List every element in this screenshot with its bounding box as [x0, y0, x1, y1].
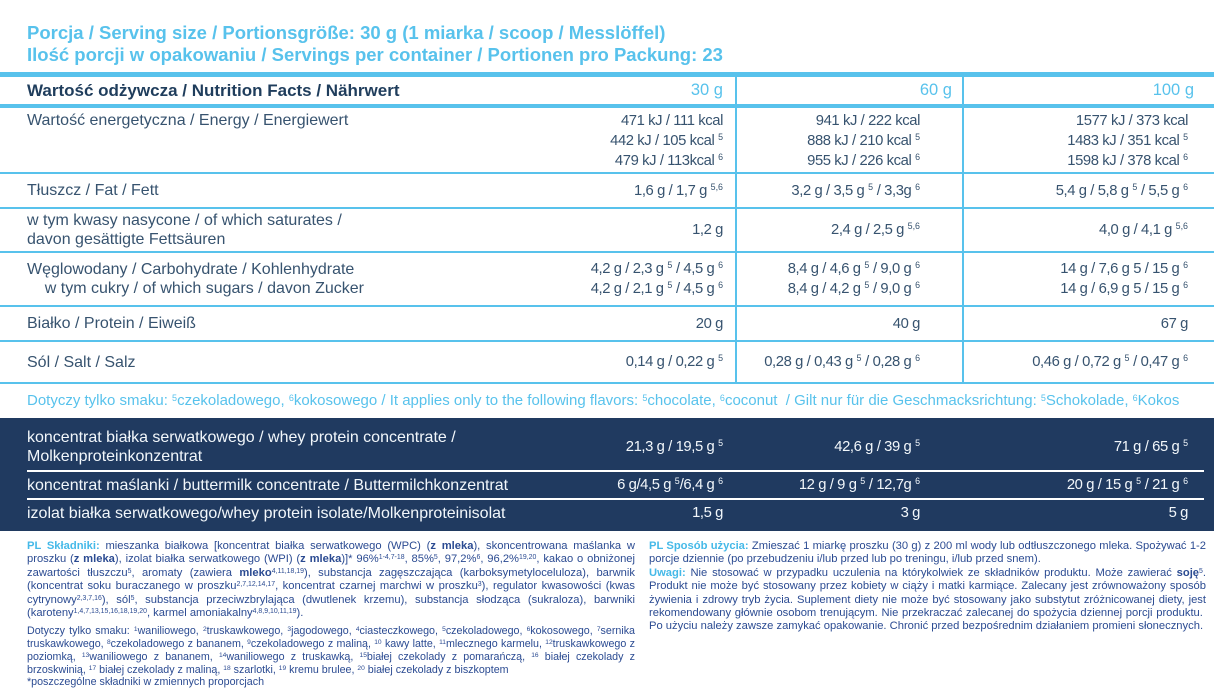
value-30g: 1,2 g [692, 222, 723, 238]
ingredient-label: koncentrat maślanki / buttermilk concentrate / Buttermilchkonzentrat [27, 476, 509, 494]
value-100g: 14 g / 7,6 g 5 / 15 g $^6$ 14 g / 6,9 g 5 / 15 g $^6$ [962, 253, 1214, 305]
warnings-paragraph: Uwagi: Nie stosować w przypadku uczulenia na którykolwiek ze składników produktu. Może zawierać soję$^5$. Produkt nie może być stosowany przez kobiety w ciąży i matki karmiące. Zalecany jest zrównoważony sposób żywienia i zdrowy tryb życia. Suplement diety nie może być stosowany jako substytut zróżnicowanej diety, jest rekomendowany głównie osobom trenującym. Nie przekraczać zalecanej do spożycia dziennej porcji produktu. Po użyciu należy zawsze zamykać opakowanie. Chronić przed bezpośrednim działaniem promieni słonecznych. [649, 566, 1206, 633]
table-row-saturates [0, 207, 1214, 251]
value-60g: 941 kJ / 222 kcal 888 kJ / 210 kcal $^5$ 955 kJ / 226 kcal $^6$ [735, 108, 962, 172]
table-row-energy [0, 108, 1214, 172]
serving-info [27, 22, 1214, 66]
table-row-carbohydrate [0, 251, 1214, 305]
value-100g: 5,4 g / 5,8 g $^5$ / 5,5 g $^6$ [962, 174, 1214, 207]
value-100g: 5 g [1168, 505, 1188, 521]
ingredients-paragraph: PL Składniki: mieszanka białkowa [koncentrat białka serwatkowego (WPC) (z mleka), skoncentrowana maślanka w proszku (z mleka), izolat białka serwatkowego (WPI) (z mleka)]* 96%$^{1-4,7-18}$, 85%$^5$, 97,2%$^6$, 96,2%$^{19,20}$, kakao o obniżonej zawartości tłuszczu$^5$, aromaty (zawiera mleko$^{4,11,18,19}$), substancja zagęszczająca (karboksymetyloceluloza), barwnik (koncentrat soku buraczanego w proszku$^{2,7,12,14,17}$, koncentrat czarnej marchwi w proszku$^3$), regulator kwasowości (kwas cytrynowy$^{2,3,7,16}$), sól$^5$, substancja przeciwzbrylająca (dwutlenek krzemu), substancja słodząca (sukraloza), barwniki (karoteny$^{1,4,7,13,15,16,18,19,20}$, karmel amoniakalny$^{4,8,9,10,11,19}$). [27, 540, 635, 620]
value-30g: 6 g/4,5 g $^5$/6,4 g $^6$ [617, 476, 723, 493]
value-30g: 4,2 g / 2,3 g $^5$ / 4,5 g $^6$ 4,2 g / 2,1 g $^5$ / 4,5 g $^6$ [590, 260, 723, 297]
serving-size-line: Porcja / Serving size / Portionsgröße: 30 g (1 miarka / scoop / Messlöffel) [27, 22, 666, 43]
value-60g: 42,6 g / 39 g $^5$ [834, 438, 920, 455]
nutrition-label-sheet [0, 22, 1214, 691]
nutrient-label: Białko / Protein / Eiweiß [27, 315, 196, 332]
nutrient-label: w tym kwasy nasycone / of which saturates / davon gesättigte Fettsäuren [27, 212, 342, 248]
servings-per-container-line: Ilość porcji w opakowaniu / Servings per container / Portionen pro Packung: 23 [27, 44, 723, 65]
table-row-salt [0, 340, 1214, 384]
value-100g: 20 g / 15 g $^5$ / 21 g $^6$ [1066, 476, 1188, 493]
column-header-30g: 30 g [690, 81, 723, 99]
value-100g: 1577 kJ / 373 kcal 1483 kJ / 351 kcal $^5$ 1598 kJ / 378 kcal $^6$ [962, 108, 1214, 172]
small-print-section [27, 540, 1206, 689]
ingredient-label: koncentrat białka serwatkowego / whey protein concentrate / Molkenproteinkonzentrat [27, 429, 456, 465]
ingredient-label: izolat białka serwatkowego/whey protein isolate/Molkenproteinisolat [27, 504, 506, 522]
flavor-applicability-note: Dotyczy tylko smaku: $^5$czekoladowego, $^6$kokosowego / It applies only to the following flavors: $^5$chocolate, $^6$coconut / Gilt nur für die Geschmacksrichtung: $^5$Schokolade, $^6$Kokos [27, 392, 1180, 409]
table-row-protein [0, 305, 1214, 340]
value-60g: 8,4 g / 4,6 g $^5$ / 9,0 g $^6$ 8,4 g / 4,2 g $^5$ / 9,0 g $^6$ [735, 253, 962, 305]
nutrient-label: Wartość energetyczna / Energy / Energiewert [27, 112, 349, 129]
column-header-100g: 100 g [962, 77, 1214, 104]
flavor-footnote-paragraph: Dotyczy tylko smaku: $^1$waniliowego, $^2$truskawkowego, $^3$jagodowego, $^4$ciasteczkowego, $^5$czekoladowego, $^6$kokosowego, $^7$sernika truskawkowego, $^8$czekoladowego z bananem, $^9$czekoladowego z maliną, $^{10}$ kawy latte, $^{11}$mlecznego karmelu, $^{12}$truskawkowego z poziomką, $^{13}$waniliowego z bananem, $^{14}$waniliowego z truskawką, $^{15}$białej czekolady z pomarańczą, $^{16}$ białej czekolady z brzoskwinią, $^{17}$ białej czekolady z maliną, $^{18}$ szarlotki, $^{19}$ kremu brulee, $^{20}$ białej czekolady z biszkoptem [27, 625, 636, 676]
value-100g: 0,46 g / 0,72 g $^5$ / 0,47 g $^6$ [962, 342, 1214, 382]
variable-proportions-note: *poszczególne składniki w zmiennych proporcjach [27, 676, 265, 689]
table-header-row [0, 77, 1214, 108]
value-30g: 0,14 g / 0,22 g $^5$ [625, 353, 723, 370]
value-100g: 67 g [962, 307, 1214, 340]
band-row-wpc [0, 424, 1214, 470]
nutrient-label: Tłuszcz / Fat / Fett [27, 182, 159, 199]
directions-paragraph: PL Sposób użycia: Zmieszać 1 miarkę proszku (30 g) z 200 ml wody lub odtłuszczonego mleka. Spożywać 1-2 porcje dziennie (po przebudzeniu i/lub przed lub po treningu, i/lub przed snem). [649, 540, 1206, 566]
value-60g: 2,4 g / 2,5 g $^{5,6}$ [735, 209, 962, 251]
value-60g: 3,2 g / 3,5 g $^5$ / 3,3g $^6$ [735, 174, 962, 207]
value-100g: 71 g / 65 g $^5$ [1113, 438, 1188, 455]
table-title: Wartość odżywcza / Nutrition Facts / Nährwert [27, 80, 400, 100]
value-30g: 1,6 g / 1,7 g $^{5,6}$ [633, 181, 723, 199]
nutrition-facts-table [0, 77, 1214, 384]
nutrient-label: Węglowodany / Carbohydrate / Kohlenhydrate w tym cukry / of which sugars / davon Zucker [27, 261, 364, 297]
value-100g: 4,0 g / 4,1 g $^{5,6}$ [962, 209, 1214, 251]
usage-column [649, 540, 1206, 689]
value-60g: 0,28 g / 0,43 g $^5$ / 0,28 g $^6$ [735, 342, 962, 382]
value-30g: 471 kJ / 111 kcal 442 kJ / 105 kcal $^5$ 479 kJ / 113kcal $^6$ [610, 113, 723, 169]
band-row-wpi [0, 500, 1214, 526]
band-row-buttermilk [0, 472, 1214, 498]
ingredients-column [27, 540, 635, 689]
column-header-60g: 60 g [735, 77, 962, 104]
nutrient-label: Sól / Salt / Salz [27, 353, 136, 371]
value-60g: 12 g / 9 g $^5$ / 12,7g $^6$ [798, 476, 920, 493]
value-60g: 40 g [735, 307, 962, 340]
value-30g: 21,3 g / 19,5 g $^5$ [625, 438, 723, 455]
value-30g: 20 g [695, 315, 723, 332]
table-row-fat [0, 172, 1214, 207]
protein-content-band [0, 418, 1214, 531]
value-30g: 1,5 g [692, 505, 723, 521]
value-60g: 3 g [900, 505, 920, 521]
